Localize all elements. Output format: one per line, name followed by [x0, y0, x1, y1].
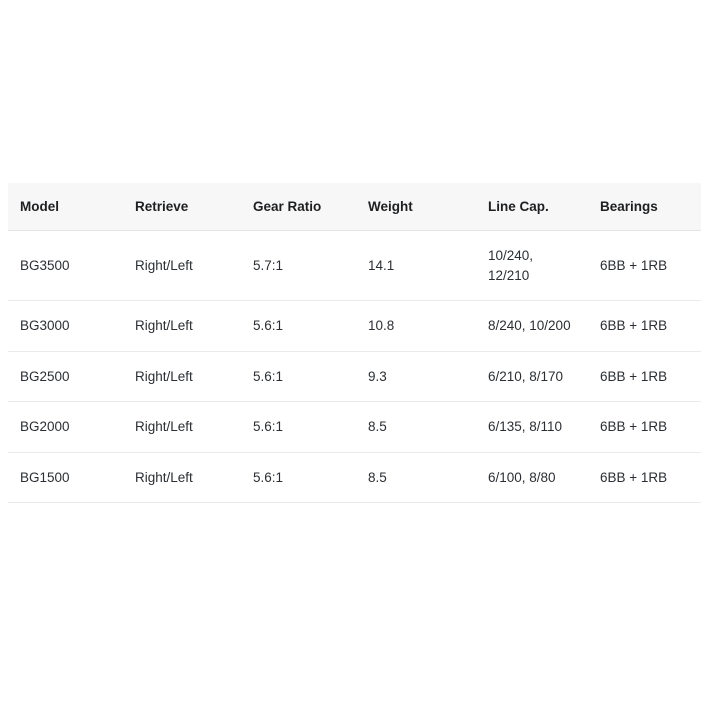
cell-weight: 9.3: [356, 351, 476, 402]
table-row: [8, 231, 701, 301]
cell-line-cap: 10/240, 12/210: [476, 231, 588, 301]
table-header-row: [8, 183, 701, 231]
cell-gear-ratio: 5.6:1: [241, 452, 356, 503]
cell-bearings: 6BB + 1RB: [588, 351, 701, 402]
column-header-line-cap: Line Cap.: [476, 183, 588, 231]
table-row: [8, 351, 701, 402]
cell-line-cap: 6/210, 8/170: [476, 351, 588, 402]
column-header-gear-ratio: Gear Ratio: [241, 183, 356, 231]
spec-table-container: [8, 183, 701, 503]
cell-retrieve: Right/Left: [123, 402, 241, 453]
table-body: [8, 231, 701, 503]
cell-retrieve: Right/Left: [123, 452, 241, 503]
column-header-weight: Weight: [356, 183, 476, 231]
cell-weight: 8.5: [356, 402, 476, 453]
cell-retrieve: Right/Left: [123, 351, 241, 402]
cell-bearings: 6BB + 1RB: [588, 231, 701, 301]
cell-model: BG2500: [8, 351, 123, 402]
table-row: [8, 452, 701, 503]
cell-weight: 14.1: [356, 231, 476, 301]
cell-retrieve: Right/Left: [123, 231, 241, 301]
table-header: [8, 183, 701, 231]
cell-model: BG3500: [8, 231, 123, 301]
cell-retrieve: Right/Left: [123, 301, 241, 352]
cell-gear-ratio: 5.6:1: [241, 351, 356, 402]
reel-specification-table: [8, 183, 701, 503]
cell-model: BG1500: [8, 452, 123, 503]
table-row: [8, 402, 701, 453]
cell-gear-ratio: 5.6:1: [241, 301, 356, 352]
cell-bearings: 6BB + 1RB: [588, 402, 701, 453]
column-header-retrieve: Retrieve: [123, 183, 241, 231]
column-header-model: Model: [8, 183, 123, 231]
cell-weight: 10.8: [356, 301, 476, 352]
cell-line-cap: 6/135, 8/110: [476, 402, 588, 453]
cell-line-cap: 6/100, 8/80: [476, 452, 588, 503]
cell-gear-ratio: 5.7:1: [241, 231, 356, 301]
cell-model: BG3000: [8, 301, 123, 352]
cell-model: BG2000: [8, 402, 123, 453]
cell-gear-ratio: 5.6:1: [241, 402, 356, 453]
column-header-bearings: Bearings: [588, 183, 701, 231]
cell-bearings: 6BB + 1RB: [588, 301, 701, 352]
cell-line-cap: 8/240, 10/200: [476, 301, 588, 352]
cell-bearings: 6BB + 1RB: [588, 452, 701, 503]
table-row: [8, 301, 701, 352]
cell-weight: 8.5: [356, 452, 476, 503]
